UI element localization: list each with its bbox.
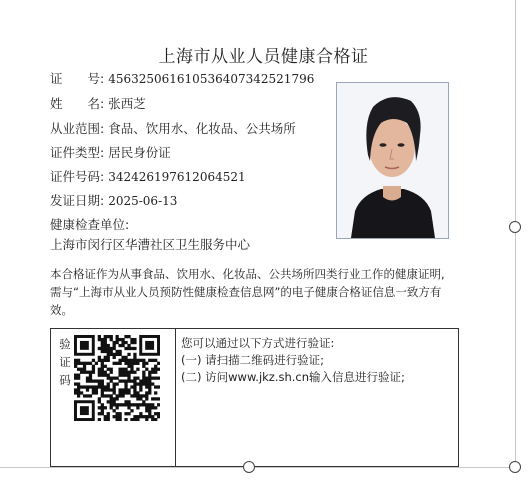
selection-handle-icon[interactable] bbox=[509, 461, 521, 473]
field-value: 456325061610536407342521796 bbox=[108, 72, 315, 86]
field-value: 张西芝 bbox=[108, 96, 146, 111]
statement-paragraph bbox=[50, 265, 470, 319]
verification-box bbox=[50, 328, 459, 467]
selection-handle-icon[interactable] bbox=[243, 461, 255, 473]
field-label: 证件号码: bbox=[50, 169, 105, 184]
verify-label-char: 验 bbox=[59, 337, 71, 351]
verify-line: (二) 访问www.jkz.sh.cn输入信息进行验证; bbox=[181, 370, 405, 384]
field-id-type bbox=[50, 145, 171, 161]
health-unit-label: 健康检查单位: bbox=[50, 217, 130, 232]
verify-code-label bbox=[58, 335, 72, 389]
field-value: 居民身份证 bbox=[108, 145, 171, 160]
field-cert-number bbox=[50, 71, 314, 87]
field-value: 食品、饮用水、化妆品、公共场所 bbox=[108, 121, 296, 136]
verify-label-char: 码 bbox=[59, 373, 71, 387]
field-id-number bbox=[50, 169, 246, 185]
field-name bbox=[50, 96, 146, 112]
field-label: 证件类型: bbox=[50, 145, 105, 160]
portrait-photo bbox=[336, 82, 449, 239]
field-value: 2025-06-13 bbox=[108, 194, 178, 208]
field-value: 342426197612064521 bbox=[108, 170, 246, 184]
selection-guide-line bbox=[515, 0, 516, 467]
selection-handle-icon[interactable] bbox=[509, 221, 521, 233]
statement-line: 效。 bbox=[50, 303, 73, 317]
field-label: 证 号: bbox=[50, 71, 105, 86]
verify-line: (一) 请扫描二维码进行验证; bbox=[181, 353, 325, 367]
field-issue-date bbox=[50, 193, 177, 209]
field-label: 从业范围: bbox=[50, 121, 105, 136]
verify-instructions bbox=[181, 335, 405, 386]
verify-label-char: 证 bbox=[59, 355, 71, 369]
health-unit-value: 上海市闵行区华漕社区卫生服务中心 bbox=[50, 237, 251, 252]
box-divider bbox=[175, 329, 176, 466]
field-label: 姓 名: bbox=[50, 96, 105, 111]
statement-line: 需与“上海市从业人员预防性健康检查信息网”的电子健康合格证信息一致方有 bbox=[50, 285, 442, 299]
certificate-title: 上海市从业人员健康合格证 bbox=[158, 47, 369, 67]
verify-line: 您可以通过以下方式进行验证: bbox=[181, 336, 335, 350]
statement-line: 本合格证作为从事食品、饮用水、化妆品、公共场所四类行业工作的健康证明, bbox=[50, 267, 445, 281]
field-label: 发证日期: bbox=[50, 193, 105, 208]
qr-code-icon[interactable] bbox=[74, 335, 160, 421]
field-scope bbox=[50, 121, 296, 137]
selection-guide-line bbox=[0, 467, 515, 468]
